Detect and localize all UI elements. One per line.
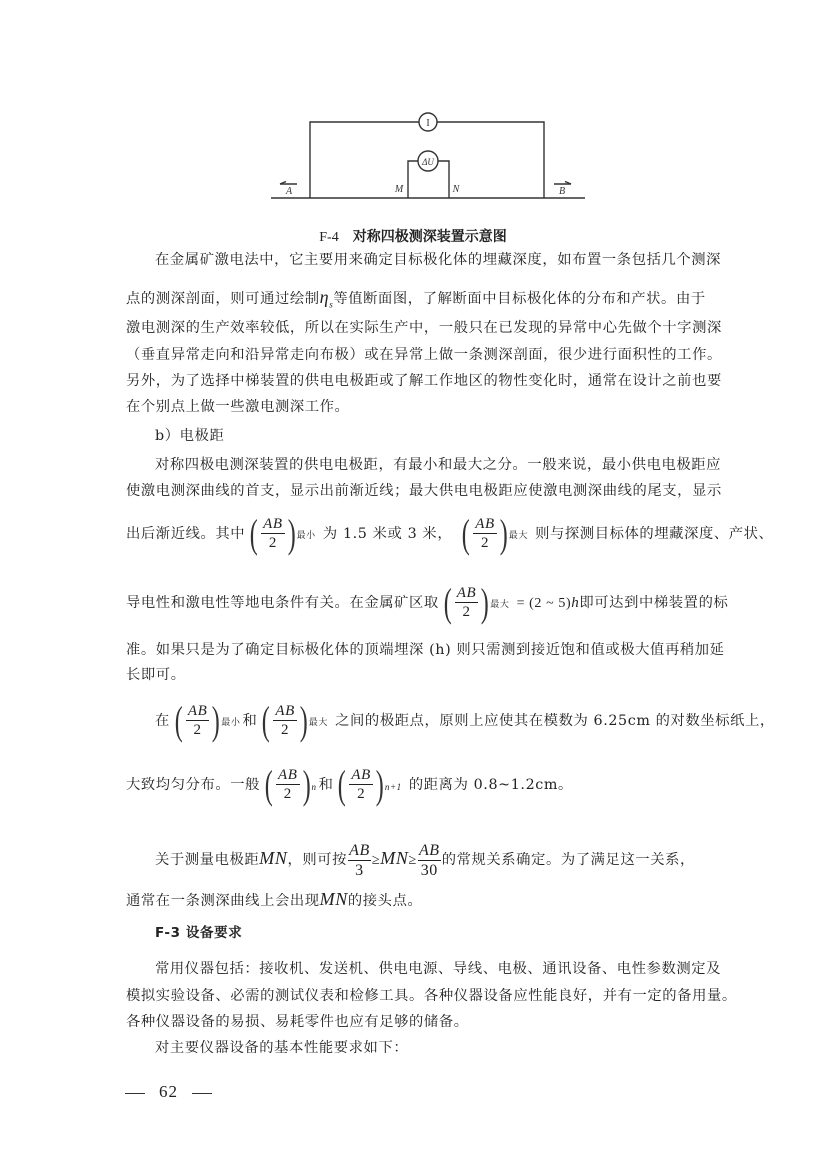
figure-number: F-4 <box>319 230 339 245</box>
text-span: 和 <box>242 713 258 729</box>
paragraph-line <box>126 762 706 807</box>
paragraph-line <box>126 580 729 625</box>
paragraph-line: 使激电测深曲线的首支，显示出前渐近线；最大供电电极距应使激电测深曲线的尾支，显示 <box>126 483 722 499</box>
ge-symbol: ≥ <box>408 852 417 868</box>
h-symbol: h <box>571 595 580 611</box>
text-span: 在 <box>155 713 170 729</box>
ge-symbol: ≥ <box>371 852 381 868</box>
electrode-a-label: A <box>285 186 293 197</box>
paragraph-line: 各种仪器设备的易损、易耗零件也应有足够的储备。 <box>126 1014 469 1030</box>
section-heading-b: b）电极距 <box>155 428 225 444</box>
ab-half-min-formula: ( $\frac{AB}{2}$ ) 最小 <box>174 698 241 743</box>
paragraph-line <box>126 889 706 911</box>
mn-symbol: MN <box>259 848 288 868</box>
text-span: 之间的极距点，原则上应使其在模数为 6.25cm 的对数坐标纸上， <box>335 713 775 729</box>
paragraph-line: 在个别点上做一些激电测深工作。 <box>126 399 350 415</box>
text-span: 则与探测目标体的埋藏深度、产状、 <box>535 526 774 542</box>
mn-symbol: MN <box>319 889 348 909</box>
text-span: 出后渐近线。其中 <box>126 526 246 542</box>
equation-text: = (2 ~ 5) <box>516 596 572 611</box>
ab-half-n-formula: ( $\frac{AB}{2}$ ) n <box>264 762 317 807</box>
section-heading-f3: F-3 设备要求 <box>155 925 243 941</box>
text-span: ，则可按 <box>287 852 348 868</box>
ab-half-max-formula: ( $\frac{AB}{2}$ ) 最大 <box>262 698 328 743</box>
paragraph-line <box>126 511 774 556</box>
ab-half-min-formula: ( $\frac{AB}{2}$ ) 最小 <box>249 511 316 556</box>
text-span: 关于测量电极距 <box>155 852 260 868</box>
page-number: 62 <box>159 1082 178 1101</box>
mn-symbol: MN <box>380 848 409 868</box>
figure-title: 对称四极测深装置示意图 <box>352 229 507 245</box>
paragraph-line: 在金属矿激电法中，它主要用来确定目标极化体的埋藏深度，如布置一条包括几个测深 <box>155 252 722 268</box>
paragraph-line: 长即可。 <box>126 667 186 683</box>
text-span: 等值断面图，了解断面中目标极化体的分布和产状。由于 <box>333 291 706 307</box>
text-span: 导电性和激电性等地电条件有关。在金属矿区取 <box>126 595 439 611</box>
text-span: 通常在一条测深曲线上会出现 <box>126 893 320 909</box>
text-span: 点的测深剖面，则可通过绘制 <box>126 291 320 307</box>
text-span: 的接头点。 <box>347 893 423 909</box>
electrode-n-label: N <box>452 184 460 195</box>
paragraph-line <box>155 698 775 743</box>
paragraph-line: （垂直异常走向和沿异常走向布极）或在异常上做一条测深剖面，很少进行面积性的工作。 <box>126 347 722 363</box>
paragraph-line: 模拟实验设备、必需的测试仪表和检修工具。各种仪器设备应性能良好，并有一定的备用量。 <box>126 988 737 1004</box>
paragraph-line: 对称四极电测深装置的供电电极距，有最小和最大之分。一般来说，最小供电电极距应 <box>155 457 722 473</box>
ab-third-fraction: $\frac{AB}{3}$ <box>349 841 370 879</box>
paragraph-line <box>126 287 706 315</box>
paragraph-line: 常用仪器包括：接收机、发送机、供电电源、导线、电极、通讯设备、电性参数测定及 <box>155 961 722 977</box>
ab-half-max-formula: ( $\frac{AB}{2}$ ) 最大 <box>462 511 528 556</box>
text-span: 的常规关系确定。为了满足这一关系， <box>441 852 695 868</box>
voltage-meter-label: ΔU <box>422 157 434 167</box>
paragraph-line: 准。如果只是为了确定目标极化体的顶端埋深 (h) 则只需测到接近饱和值或极大值再稍加延 <box>126 642 725 658</box>
ab-half-max-formula: ( $\frac{AB}{2}$ ) 最大 <box>443 580 510 625</box>
current-meter-label: I <box>426 118 430 129</box>
text-span: 大致均匀分布。一般 <box>126 777 261 793</box>
quadrupole-sounding-diagram <box>260 100 620 210</box>
measuring-circuit-wire <box>408 161 418 198</box>
footer-dash <box>125 1093 145 1094</box>
measuring-circuit-wire-right <box>438 161 449 198</box>
ab-thirtieth-fraction: $\frac{AB}{30}$ <box>418 841 440 879</box>
paragraph-line <box>155 838 706 880</box>
text-span: 为 1.5 米或 3 米， <box>322 526 453 542</box>
footer-dash <box>192 1093 212 1094</box>
text-span: 即可达到中梯装置的标 <box>579 595 729 611</box>
electrode-b-label: B <box>558 186 566 197</box>
eta-symbol: $\eta_s$ <box>319 287 334 310</box>
paragraph-line: 另外，为了选择中梯装置的供电电极距或了解工作地区的物性变化时，通常在设计之前也要 <box>126 373 722 389</box>
page-footer <box>125 1082 226 1102</box>
electrode-m-label: M <box>394 184 404 195</box>
paragraph-line: 激电测深的生产效率较低，所以在实际生产中，一般只在已发现的异常中心先做个十字测深 <box>126 320 722 336</box>
text-span: 的距离为 0.8~1.2cm。 <box>408 777 573 793</box>
text-span: 和 <box>318 777 334 793</box>
ab-half-n1-formula: ( $\frac{AB}{2}$ ) n+1 <box>338 762 402 807</box>
paragraph-line: 对主要仪器设备的基本性能要求如下： <box>155 1040 409 1056</box>
figure-caption <box>0 226 826 246</box>
